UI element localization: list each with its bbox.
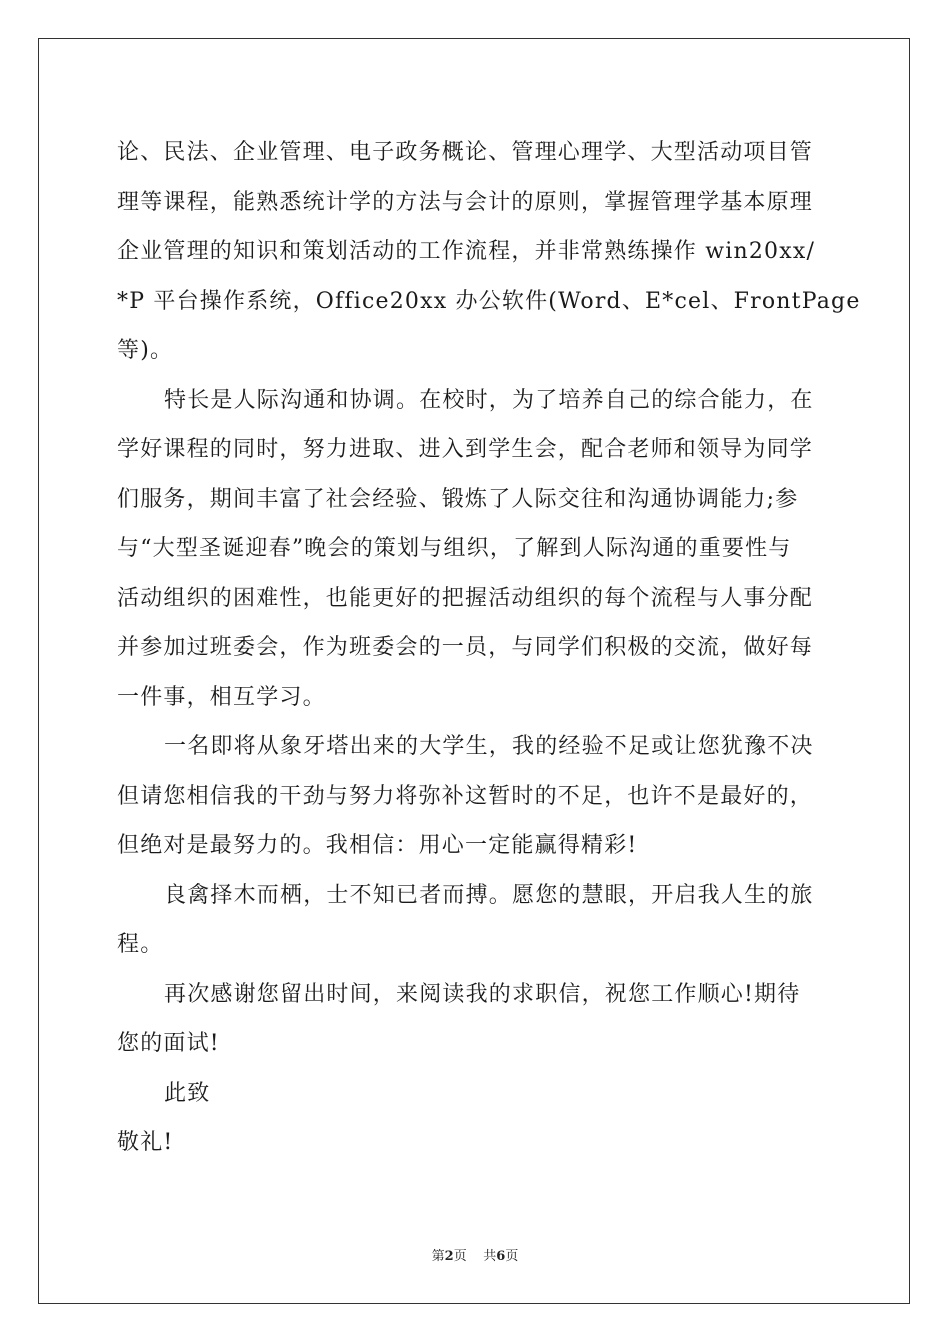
footer-page-suffix: 页 [453,1249,467,1264]
current-page-number: 2 [444,1249,454,1264]
text-line: 理等课程，能熟悉统计学的方法与会计的原则，掌握管理学基本原理 [117,189,814,215]
text-line: 程。 [117,932,164,957]
letter-body [117,128,861,1168]
footer-total-prefix: 共 [483,1249,497,1264]
total-pages-number: 6 [496,1249,506,1264]
text-line: 并参加过班委会，作为班委会的一员，与同学们积极的交流，做好每 [117,635,814,660]
text-line: 您的面试! [117,1031,220,1056]
text-line: 活动组织的困难性，也能更好的把握活动组织的每个流程与人事分配 [117,585,814,611]
footer-total-suffix: 页 [505,1249,519,1264]
text-line: 等)。 [117,338,174,363]
text-line: 论、民法、企业管理、电子政务概论、管理心理学、大型活动项目管 [117,140,814,165]
text-line: 良禽择木而栖，士不知已者而搏。愿您的慧眼，开启我人生的旅 [164,882,814,908]
text-line: 与“大型圣诞迎春”晚会的策划与组织，了解到人际沟通的重要性与 [117,536,792,561]
page-footer [0,1247,950,1267]
text-line: 但请您相信我的干劲与努力将弥补这暂时的不足，也许不是最好的， [117,783,814,809]
text-line: 一件事，相互学习。 [117,684,326,710]
text-line: 企业管理的知识和策划活动的工作流程，并非常熟练操作 win20xx/ [117,239,816,264]
text-line: 们服务，期间丰富了社会经验、锻炼了人际交往和沟通协调能力;参 [117,486,799,512]
text-line: 特长是人际沟通和协调。在校时，为了培养自己的综合能力，在 [164,387,814,413]
text-line: 但绝对是最努力的。我相信：用心一定能赢得精彩! [117,833,638,858]
closing-line: 此致 [164,1080,211,1106]
text-line: 一名即将从象牙塔出来的大学生，我的经验不足或让您犹豫不决 [164,734,814,759]
salutation-line: 敬礼! [117,1130,174,1155]
text-line: 学好课程的同时，努力进取、进入到学生会，配合老师和领导为同学 [117,437,814,462]
text-line: *P 平台操作系统，Office20xx 办公软件(Word、E*cel、FrontPage [117,288,861,314]
text-line: 再次感谢您留出时间，来阅读我的求职信，祝您工作顺心!期待 [164,981,801,1007]
footer-prefix: 第 [431,1249,445,1264]
